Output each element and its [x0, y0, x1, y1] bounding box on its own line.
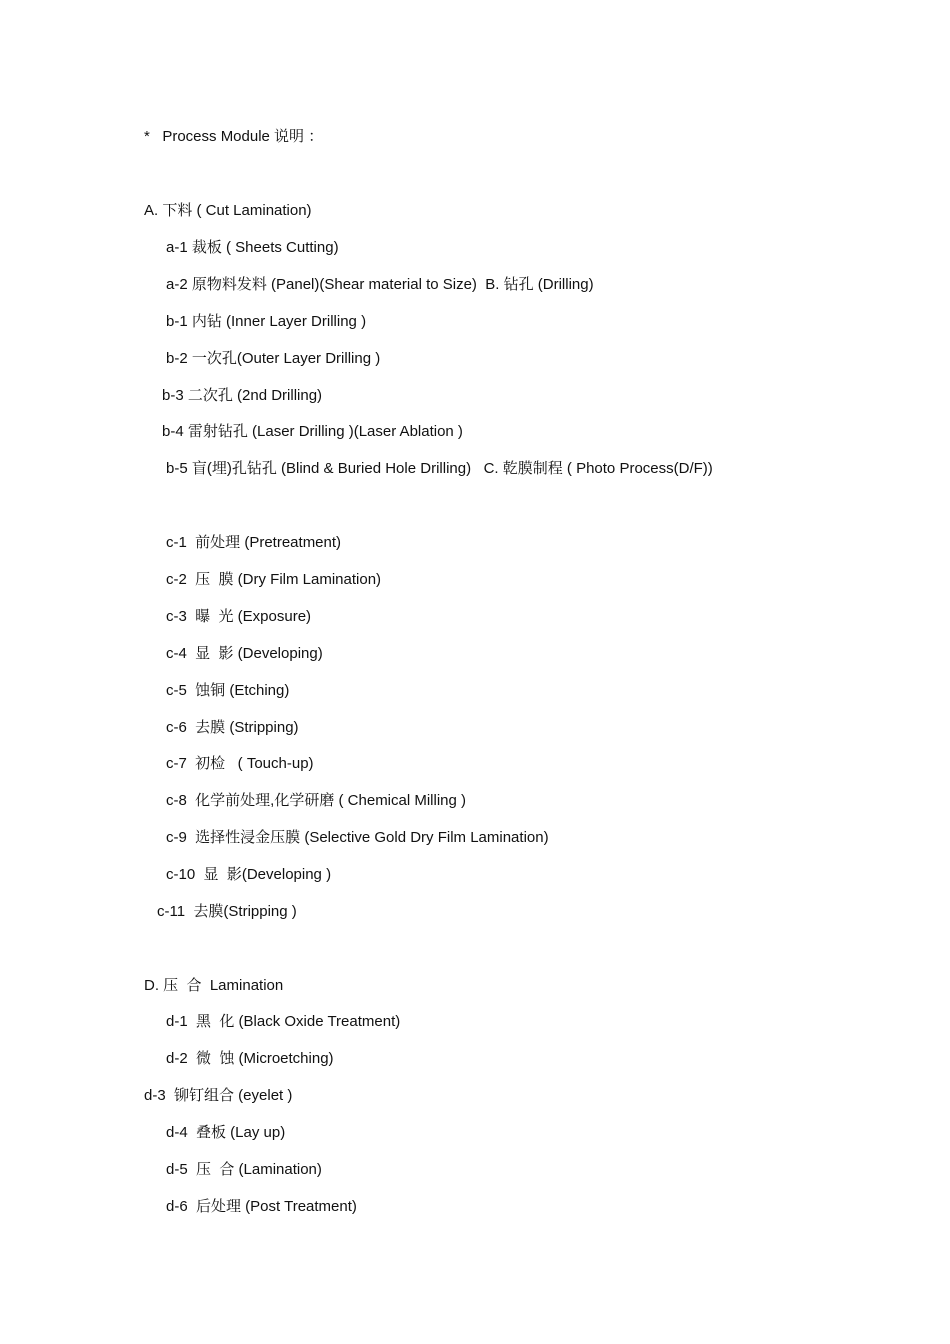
- list-item-b4: b-4 雷射钻孔 (Laser Drilling )(Laser Ablation ): [162, 423, 463, 440]
- list-item-b1: b-1 内钻 (Inner Layer Drilling ): [166, 313, 367, 330]
- list-item-d1: d-1 黑 化 (Black Oxide Treatment): [166, 1013, 401, 1030]
- list-item-d6: d-6 后处理 (Post Treatment): [166, 1198, 357, 1215]
- list-item-d4: d-4 叠板 (Lay up): [166, 1124, 286, 1141]
- list-item-c2: c-2 压 膜 (Dry Film Lamination): [166, 571, 382, 588]
- section-d-heading: D. 压 合 Lamination: [144, 977, 284, 994]
- list-item-c7: c-7 初检 ( Touch-up): [166, 755, 314, 772]
- list-item-c3: c-3 曝 光 (Exposure): [166, 608, 312, 625]
- list-item-d2: d-2 微 蚀 (Microetching): [166, 1050, 334, 1067]
- heading-process-module: * Process Module 说明 ：: [144, 128, 324, 145]
- list-item-c5: c-5 蚀铜 (Etching): [166, 682, 290, 699]
- list-item-c11: c-11 去膜(Stripping ): [157, 903, 297, 920]
- section-a-heading: A. 下料 ( Cut Lamination): [144, 202, 312, 219]
- list-item-c6: c-6 去膜 (Stripping): [166, 719, 299, 736]
- list-item-a2: a-2 原物料发料 (Panel)(Shear material to Size) B. 钻孔 (Drilling): [166, 276, 594, 293]
- list-item-d3: d-3 铆钉组合 (eyelet ): [144, 1087, 293, 1104]
- list-item-c1: c-1 前处理 (Pretreatment): [166, 534, 342, 551]
- list-item-a1: a-1 裁板 ( Sheets Cutting): [166, 239, 339, 256]
- list-item-c8: c-8 化学前处理,化学研磨 ( Chemical Milling ): [166, 792, 467, 809]
- list-item-b2: b-2 一次孔(Outer Layer Drilling ): [166, 350, 381, 367]
- list-item-d5: d-5 压 合 (Lamination): [166, 1161, 322, 1178]
- list-item-b5: b-5 盲(埋)孔钻孔 (Blind & Buried Hole Drilling) C. 乾膜制程 ( Photo Process(D/F)): [166, 460, 713, 477]
- list-item-c4: c-4 显 影 (Developing): [166, 645, 323, 662]
- list-item-c9: c-9 选择性浸金压膜 (Selective Gold Dry Film Lamination): [166, 829, 549, 846]
- list-item-c10: c-10 显 影(Developing ): [166, 866, 332, 883]
- list-item-b3: b-3 二次孔 (2nd Drilling): [162, 387, 323, 404]
